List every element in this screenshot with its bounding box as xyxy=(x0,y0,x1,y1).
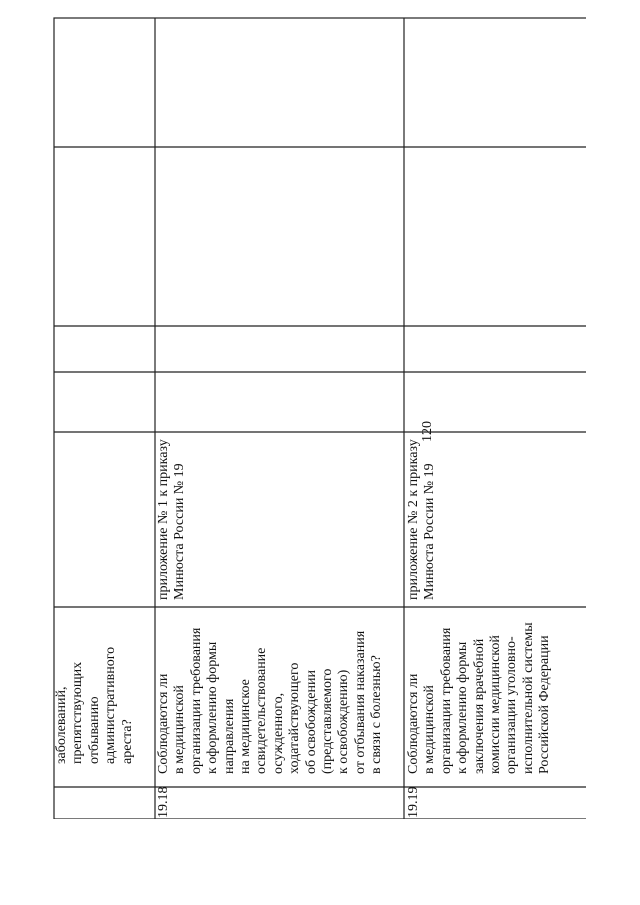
row-number-19-19: 19.19 xyxy=(406,786,421,818)
question-text-19-18: Соблюдаются ли в медицинской организации требования к оформлению формы направления на медицинское освидетельствование осужденного, ходатайствующего об освобождении (представляемого к освобождению) от отбывания наказания в связи с болезнью? xyxy=(156,627,385,774)
reference-text-19-18: приложение № 1 к приказу Минюста России № 19 xyxy=(156,439,188,600)
row-number-19-18: 19.18 xyxy=(156,786,171,818)
page-number: 120 xyxy=(420,421,435,442)
question-text-row-0: заболеваний, препятствующих отбыванию административного ареста? xyxy=(54,646,135,764)
question-text-19-19: Соблюдаются ли в медицинской организации требования к оформлению формы заключения врачебной комиссии медицинской организации уголовно- исполнительной системы Российской Федерации xyxy=(406,622,553,774)
reference-text-19-19: приложение № 2 к приказу Минюста России № 19 xyxy=(406,439,438,600)
checklist-table xyxy=(16,12,586,819)
